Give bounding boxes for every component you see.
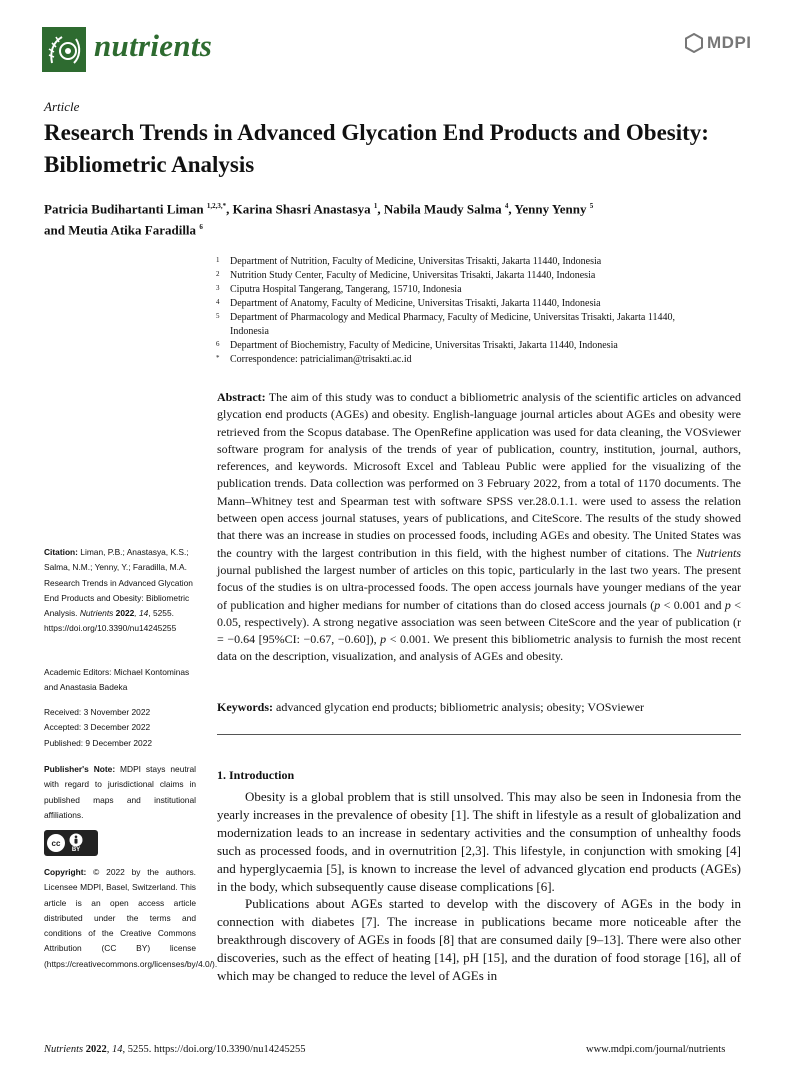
affiliation-text: Department of Nutrition, Faculty of Medicine, Universitas Trisakti, Jakarta 11440, Indonesia [230,256,602,267]
keywords-label: Keywords: [217,700,273,714]
mdpi-hexagon-icon [684,33,704,53]
correspondence [216,353,686,367]
author-name: Nabila Maudy Salma [383,201,502,217]
affiliation-number: 6 [216,340,220,348]
affiliation-item [216,297,686,311]
affiliation-number: 2 [216,270,220,278]
section-divider [217,734,741,735]
abstract-p-symbol: p [654,597,661,612]
author-name: Meutia Atika Faradilla [68,222,197,238]
journal-logo [42,27,86,72]
author-affiliation: 5 [589,202,594,210]
footer-citation [44,1044,305,1055]
footer-volume: , 14 [106,1044,123,1055]
citation-doi: , 5255. https://doi.org/10.3390/nu14245255 [44,608,177,634]
citation-label: Citation: [44,547,78,557]
footer-journal: Nutrients [44,1044,84,1055]
citation-text: Liman, P.B.; Anastasya, K.S.; Salma, N.M.; Yenny, Y.; Faradilla, M.A. Research Trends in Advanced Glycation End Products and Obesity: Bibliometric Analysis. [44,547,193,619]
accepted-date: Accepted: 3 December 2022 [44,722,151,733]
article-title: Research Trends in Advanced Glycation End Products and Obesity: Bibliometric Analysis [44,120,709,177]
publisher-logo [684,33,752,53]
author-affiliation: 6 [199,223,203,232]
note-text: MDPI stays neutral with regard to jurisdictional claims in published maps and institutional affiliations. [44,764,196,820]
citation-block [44,545,196,637]
footer-doi: , 5255. https://doi.org/10.3390/nu14245255 [122,1044,306,1055]
abstract-label: Abstract: [217,390,266,404]
by-label: BY [71,847,81,853]
author-name: Karina Shasri Anastasya [232,201,371,217]
author-name: Patricia Budihartanti Liman [44,201,204,217]
published-date: Published: 9 December 2022 [44,737,153,748]
academic-editors: Academic Editors: Michael Kontominas and Anastasia Badeka [44,667,190,693]
affiliation-number: 4 [216,298,220,306]
paragraph: Obesity is a global problem that is still unsolved. This may also be seen in Indonesia from the yearly increases in the prevalence of obesity [1]. The shift in lifestyle as a result of globalization and modernization leads to an increase in sedentary activities and the consumption of unhealthy foods such as processed foods, and in overnutrition [2,3]. This lifestyle, in conjunction with smoking [4] and hyperglycaemia [5], is known to increase the level of advanced glycation end products (AGEs) in the body, which subsequently cause disease complications [6]. [217,789,741,894]
citation-volume: , 14 [134,608,149,619]
affiliation-number: * [216,354,220,362]
affiliation-number: 3 [216,284,220,292]
author-list: Patricia Budihartanti Liman $^{1,2,3,*}$, Karina Shasri Anastasya $^1$, Nabila Maudy Salma $^4$, Yenny Yenny $^5$ and Meutia Atika Faradilla $^6$ [44,201,594,238]
author-affiliation: 1 [373,202,378,210]
affiliation-item [216,283,686,297]
section-heading: 1. Introduction [217,768,295,782]
attribution-person-icon [69,833,83,847]
abstract-p-symbol: p [380,632,387,647]
abstract-text: < 0.001. We present this bibliometric analysis to furnish the most recent data on the description, visualization, and analysis of AGEs and obesity. [217,632,742,664]
wheat-ring-icon [42,27,86,72]
affiliation-number: 1 [216,256,220,264]
dates-block [44,705,196,751]
citation-journal: Nutrients [79,608,114,619]
affiliation-item [216,255,686,269]
affiliation-item [216,311,686,339]
abstract [217,389,741,666]
affiliation-text: Department of Biochemistry, Faculty of Medicine, Universitas Trisakti, Jakarta 11440, Indonesia [230,340,618,351]
affiliation-text: Nutrition Study Center, Faculty of Medicine, Universitas Trisakti, Jakarta 11440, Indonesia [230,270,596,281]
affiliation-item [216,339,686,353]
abstract-text: journal published the largest number of articles on this topic, particularly in the last two years. The present focus of the studies is on ultra-processed foods. The open access journals have younger medians of the year of publication and higher medians for number of citations than do closed access journals ( [217,562,741,612]
journal-name: nutrients [94,28,213,63]
received-date: Received: 3 November 2022 [44,707,151,717]
keywords-text: advanced glycation end products; bibliometric analysis; obesity; VOSviewer [273,700,645,714]
affiliation-item [216,269,686,283]
publisher-name: MDPI [707,33,752,52]
publisher-note [44,762,196,823]
abstract-text: < 0.05, respectively). A strong negative association was seen between CiteScore and the year of publication (r = −0.64 [95%CI: −0.67, −0.60]), [217,597,741,647]
abstract-p-symbol: p [724,597,731,612]
cc-icon: cc [47,834,65,852]
copyright-label: Copyright: [44,867,87,877]
cc-by-license-badge[interactable] [44,830,98,856]
author-name: Yenny Yenny [514,201,587,217]
abstract-text: The aim of this study was to conduct a bibliometric analysis of the scientific articles on advanced glycation end products (AGEs) and obesity. English-language journal articles about AGEs and obesity were retrieved from the Scopus database. The OpenRefine application was used for data cleaning, the VOSviewer software program for analysis of the trends of year of publication, country, institution, journal, authors, references, and keywords. Microsoft Excel and Tableau Public were applied for the visualizing of the publication trends. Data collection was performed on 3 February 2022, from a total of 1170 documents. The Mann–Whitney test and Spearman test with software SPSS ver.28.0.1.1. were used to assess the relation between open access journal statuses, years of publications, and CiteScore. The results of the study showed that there was an increase in studies on processed foods, including AGEs and obesity. The United States was the country with the largest contribution in this field, with the highest number of citations. The [217,390,741,560]
introduction-body [217,788,741,985]
footer-journal-url[interactable]: www.mdpi.com/journal/nutrients [586,1044,726,1055]
abstract-journal: Nutrients [696,545,741,560]
note-label: Publisher's Note: [44,764,116,774]
keywords [217,699,741,716]
affiliation-list [216,255,686,367]
article-type: Article [44,99,80,114]
author-affiliation: 1,2,3,* [206,202,227,210]
abstract-text: < 0.001 and [660,597,725,612]
affiliation-text: Correspondence: patricialiman@trisakti.ac.id [230,354,412,365]
footer-year: 2022 [83,1044,107,1055]
affiliation-number: 5 [216,312,220,320]
citation-year: 2022 [113,608,135,619]
paragraph: Publications about AGEs started to develop with the discovery of AGEs in the body in connection with diabetes [7]. The increase in publications became more noticeable after the breakthrough discovery of AGEs in foods [8] that are consumed daily [9–13]. There were also other discoveries, such as the effect of heating [14], pH [15], and the duration of food storage [16], all of which may be changed to reduce the level of AGEs in [217,896,741,984]
affiliation-text: Department of Pharmacology and Medical Pharmacy, Faculty of Medicine, Universitas Trisakti, Jakarta 11440, Indonesia [230,312,675,337]
copyright-text: © 2022 by the authors. Licensee MDPI, Basel, Switzerland. This article is an open access article distributed under the terms and conditions of the Creative Commons Attribution (CC BY) license (https://creativecommons.org/licenses/by/4.0/). [44,867,218,969]
author-affiliation: 4 [504,202,509,210]
copyright-block [44,865,218,972]
affiliation-text: Ciputra Hospital Tangerang, Tangerang, 15710, Indonesia [230,284,462,295]
affiliation-text: Department of Anatomy, Faculty of Medicine, Universitas Trisakti, Jakarta 11440, Indonesia [230,298,601,309]
